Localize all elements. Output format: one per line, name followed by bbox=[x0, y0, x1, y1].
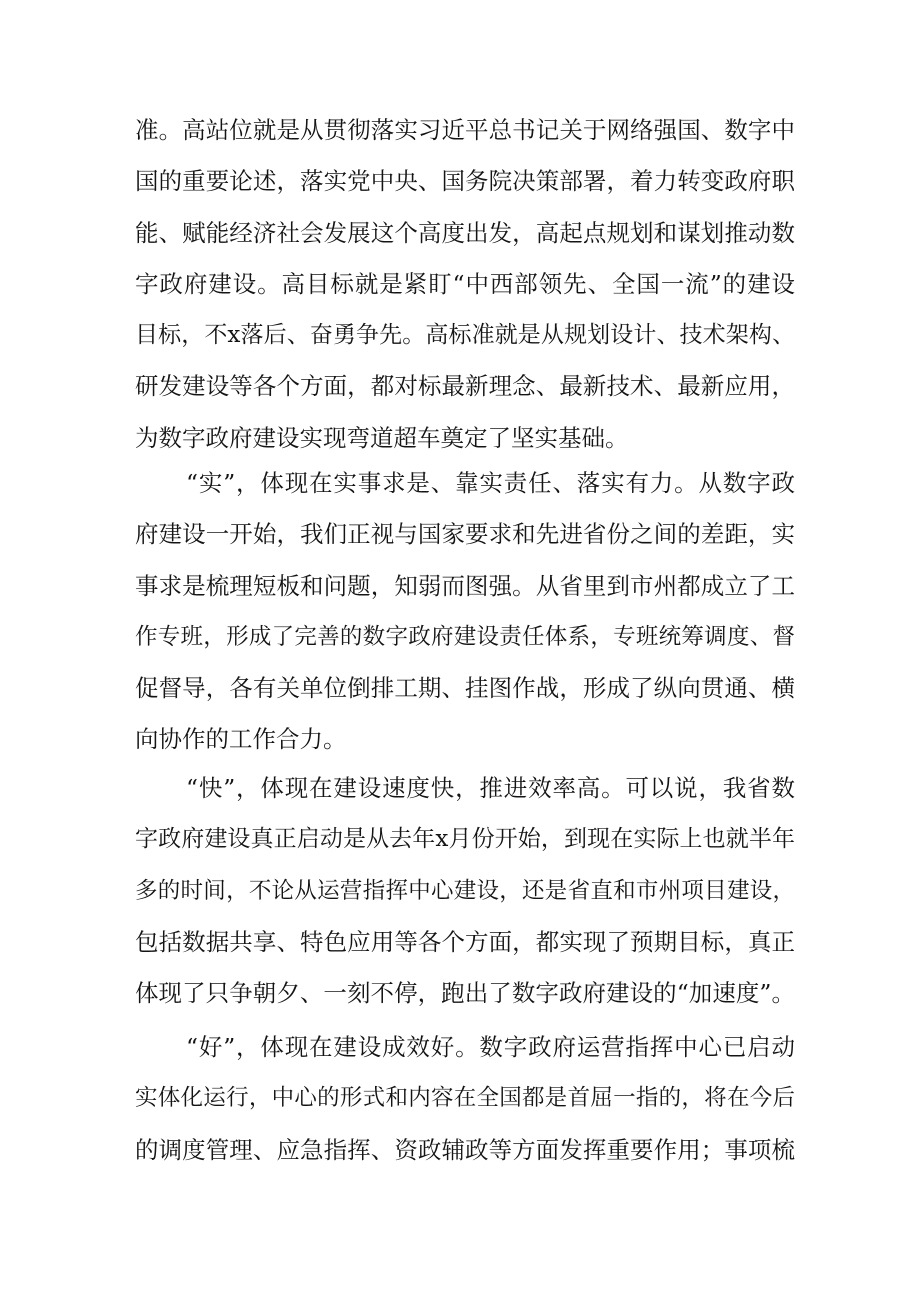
text-line: 字政府建设真正启动是从去年x月份开始，到现在实际上也就半年 bbox=[135, 826, 795, 853]
text-line: 府建设一开始，我们正视与国家要求和先进省份之间的差距，实 bbox=[135, 520, 795, 549]
text-line: 作专班，形成了完善的数字政府建设责任体系，专班统筹调度、督 bbox=[135, 623, 795, 650]
paragraph-gao bbox=[135, 105, 795, 464]
text-line: 为数字政府建设实现弯道超车奠定了坚实基础。 bbox=[135, 423, 629, 452]
text-line: 字政府建设。高目标就是紧盯“中西部领先、全国一流”的建设 bbox=[135, 269, 795, 298]
text-line: 促督导，各有关单位倒排工期、挂图作战，形成了纵向贯通、横 bbox=[135, 674, 795, 703]
text-line: 包括数据共享、特色应用等各个方面，都实现了预期目标，真正 bbox=[135, 927, 795, 956]
text-line: 向协作的工作合力。 bbox=[135, 725, 347, 754]
text-line: “实”，体现在实事求是、靠实责任、落实有力。从数字政 bbox=[186, 469, 795, 497]
text-line: 目标，不x落后、奋勇争先。高标准就是从规划设计、技术架构、 bbox=[135, 322, 795, 349]
text-line: 实体化运行，中心的形式和内容在全国都是首屈一指的，将在今后 bbox=[135, 1085, 795, 1112]
text-line: 多的时间，不论从运营指挥中心建设，还是省直和市州项目建设， bbox=[135, 877, 795, 904]
paragraph-kuai bbox=[135, 763, 795, 1019]
text-line: “快”，体现在建设速度快，推进效率高。可以说，我省数 bbox=[186, 774, 795, 802]
text-line: 体现了只争朝夕、一刻不停，跑出了数字政府建设的“加速度”。 bbox=[135, 979, 795, 1008]
paragraph-hao bbox=[135, 1022, 795, 1176]
text-line: 的调度管理、应急指挥、资政辅政等方面发挥重要作用；事项梳 bbox=[135, 1135, 795, 1164]
text-line: 国的重要论述，落实党中央、国务院决策部署，着力转变政府职 bbox=[135, 167, 795, 196]
text-line: 能、赋能经济社会发展这个高度出发，高起点规划和谋划推动数 bbox=[135, 218, 795, 247]
text-line: 准。高站位就是从贯彻落实习近平总书记关于网络强国、数字中 bbox=[135, 116, 795, 144]
text-line: “好”，体现在建设成效好。数字政府运营指挥中心已启动 bbox=[186, 1033, 795, 1061]
paragraph-shi bbox=[135, 458, 795, 766]
text-line: 研发建设等各个方面，都对标最新理念、最新技术、最新应用， bbox=[135, 372, 795, 401]
text-line: 事求是梳理短板和问题，知弱而图强。从省里到市州都成立了工 bbox=[135, 571, 795, 600]
